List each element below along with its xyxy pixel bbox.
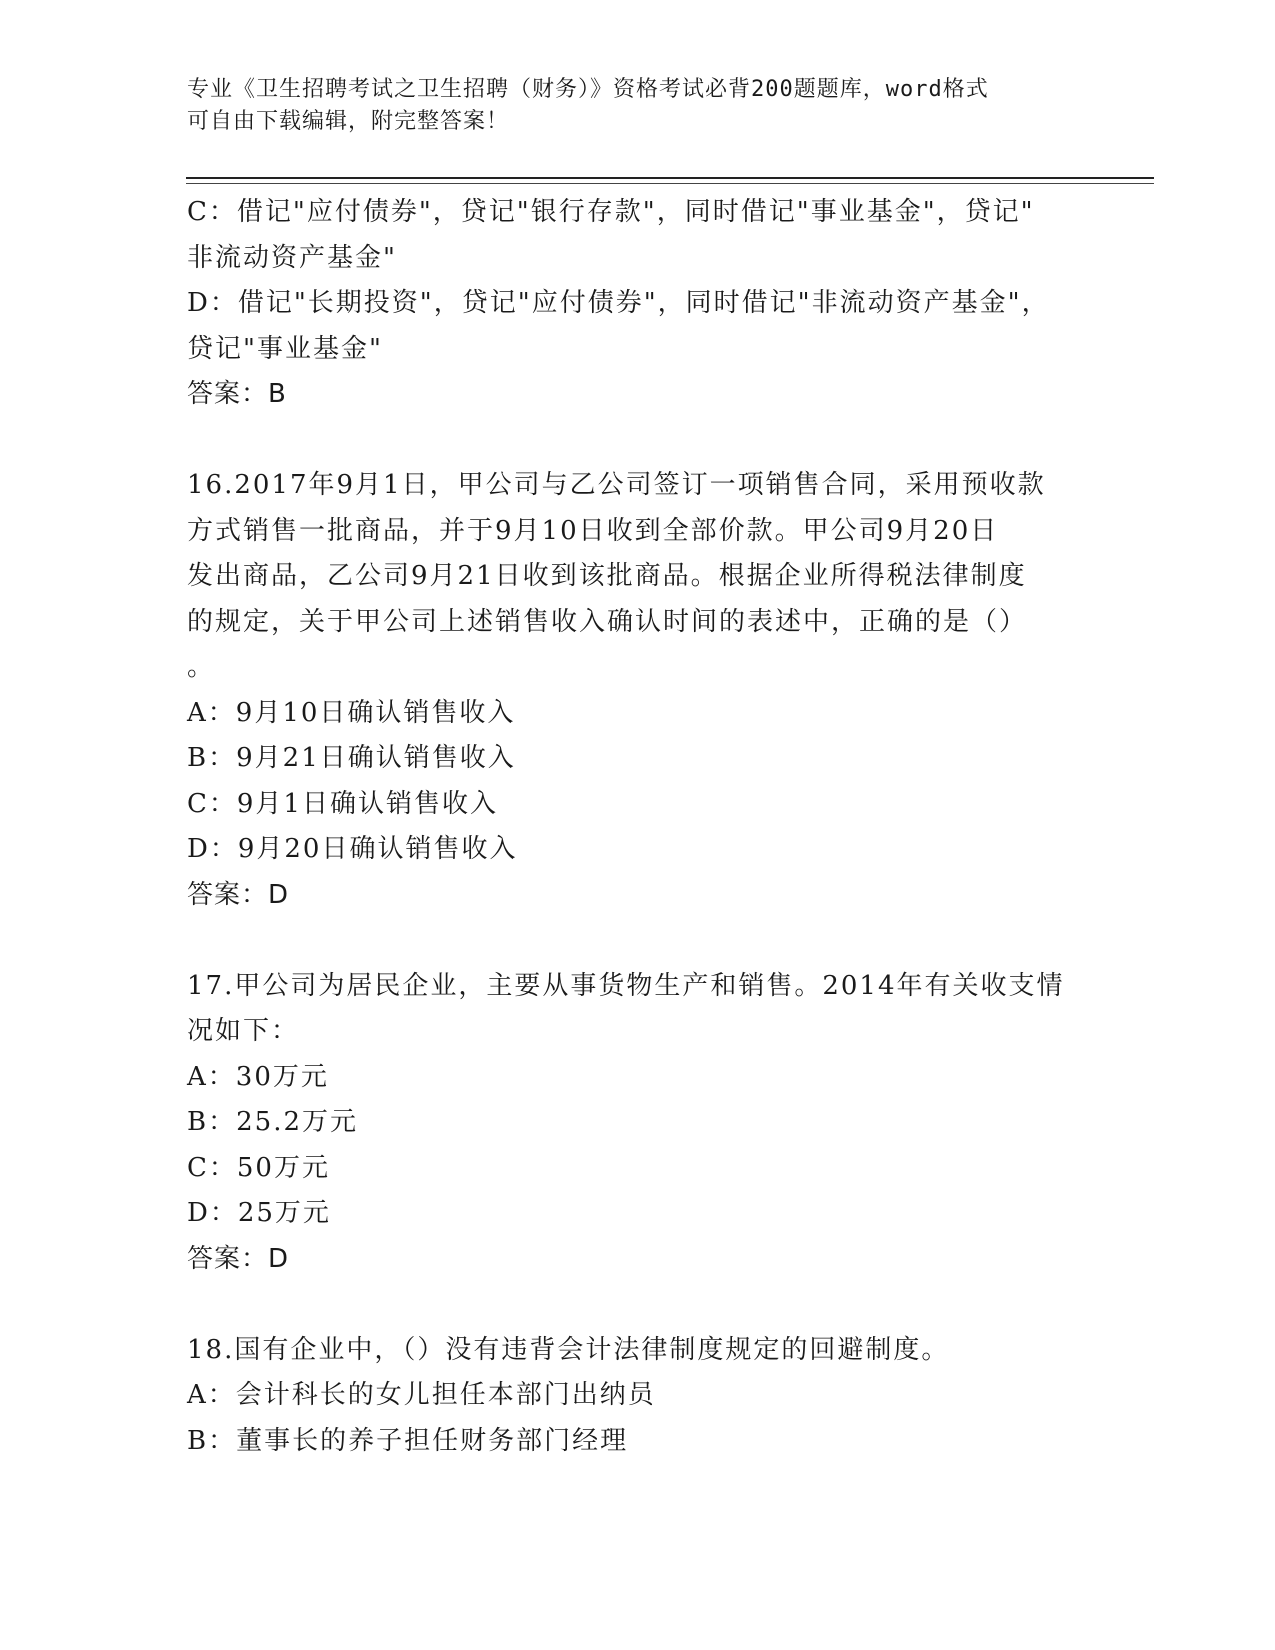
q18-option-b: B：董事长的养子担任财务部门经理 bbox=[187, 1425, 629, 1456]
q16-stem-line-4: 的规定，关于甲公司上述销售收入确认时间的表述中，正确的是（） bbox=[187, 606, 1028, 637]
q16-option-c: C：9月1日确认销售收入 bbox=[187, 788, 498, 819]
question-18 bbox=[187, 1328, 1087, 1465]
q16-stem-line-1: 16.2017年9月1日，甲公司与乙公司签订一项销售合同，采用预收款 bbox=[187, 470, 1046, 500]
header-rule-thin bbox=[186, 183, 1154, 184]
q16-option-b: B：9月21日确认销售收入 bbox=[187, 743, 516, 773]
q16-option-d: D：9月20日确认销售收入 bbox=[187, 834, 518, 864]
question-15-tail bbox=[187, 190, 1087, 418]
document-header bbox=[187, 74, 1067, 138]
q15-answer: 答案：B bbox=[187, 379, 287, 409]
question-17 bbox=[187, 964, 1087, 1283]
q17-answer: 答案：D bbox=[187, 1243, 290, 1274]
q17-option-b: B：25.2万元 bbox=[187, 1107, 358, 1137]
q18-stem-line-1: 18.国有企业中，（）没有违背会计法律制度规定的回避制度。 bbox=[187, 1334, 950, 1365]
q16-option-a: A：9月10日确认销售收入 bbox=[187, 697, 516, 728]
q16-stem-line-5: 。 bbox=[187, 652, 216, 682]
q17-stem-line-2: 况如下： bbox=[187, 1016, 300, 1046]
spacer bbox=[187, 918, 1087, 964]
q17-option-c: C：50万元 bbox=[187, 1152, 330, 1183]
q17-option-a: A：30万元 bbox=[187, 1061, 329, 1092]
spacer bbox=[187, 418, 1087, 464]
q16-stem-line-3: 发出商品，乙公司9月21日收到该批商品。根据企业所得税法律制度 bbox=[187, 561, 1027, 591]
q16-stem-line-2: 方式销售一批商品，并于9月10日收到全部价款。甲公司9月20日 bbox=[187, 515, 999, 546]
q15-option-c-line-1: C：借记"应付债券"，贷记"银行存款"，同时借记"事业基金"，贷记" bbox=[187, 197, 1035, 227]
q15-option-c-line-2: 非流动资产基金" bbox=[187, 242, 397, 273]
q15-option-d-line-2: 贷记"事业基金" bbox=[187, 333, 383, 364]
header-line-2: 可自由下载编辑，附完整答案！ bbox=[187, 109, 510, 134]
header-rule-thick bbox=[186, 177, 1154, 179]
q15-option-d-line-1: D：借记"长期投资"，贷记"应付债券"，同时借记"非流动资产基金"， bbox=[187, 288, 1050, 318]
header-line-1: 专业《卫生招聘考试之卫生招聘（财务）》资格考试必背200题题库，word格式 bbox=[187, 77, 989, 102]
q17-stem-line-1: 17.甲公司为居民企业，主要从事货物生产和销售。2014年有关收支情 bbox=[187, 970, 1065, 1001]
q18-option-a: A：会计科长的女儿担任本部门出纳员 bbox=[187, 1380, 656, 1410]
document-body bbox=[187, 190, 1087, 1464]
question-16 bbox=[187, 463, 1087, 918]
spacer bbox=[187, 1282, 1087, 1328]
q16-answer: 答案：D bbox=[187, 879, 290, 910]
q17-option-d: D：25万元 bbox=[187, 1198, 331, 1228]
